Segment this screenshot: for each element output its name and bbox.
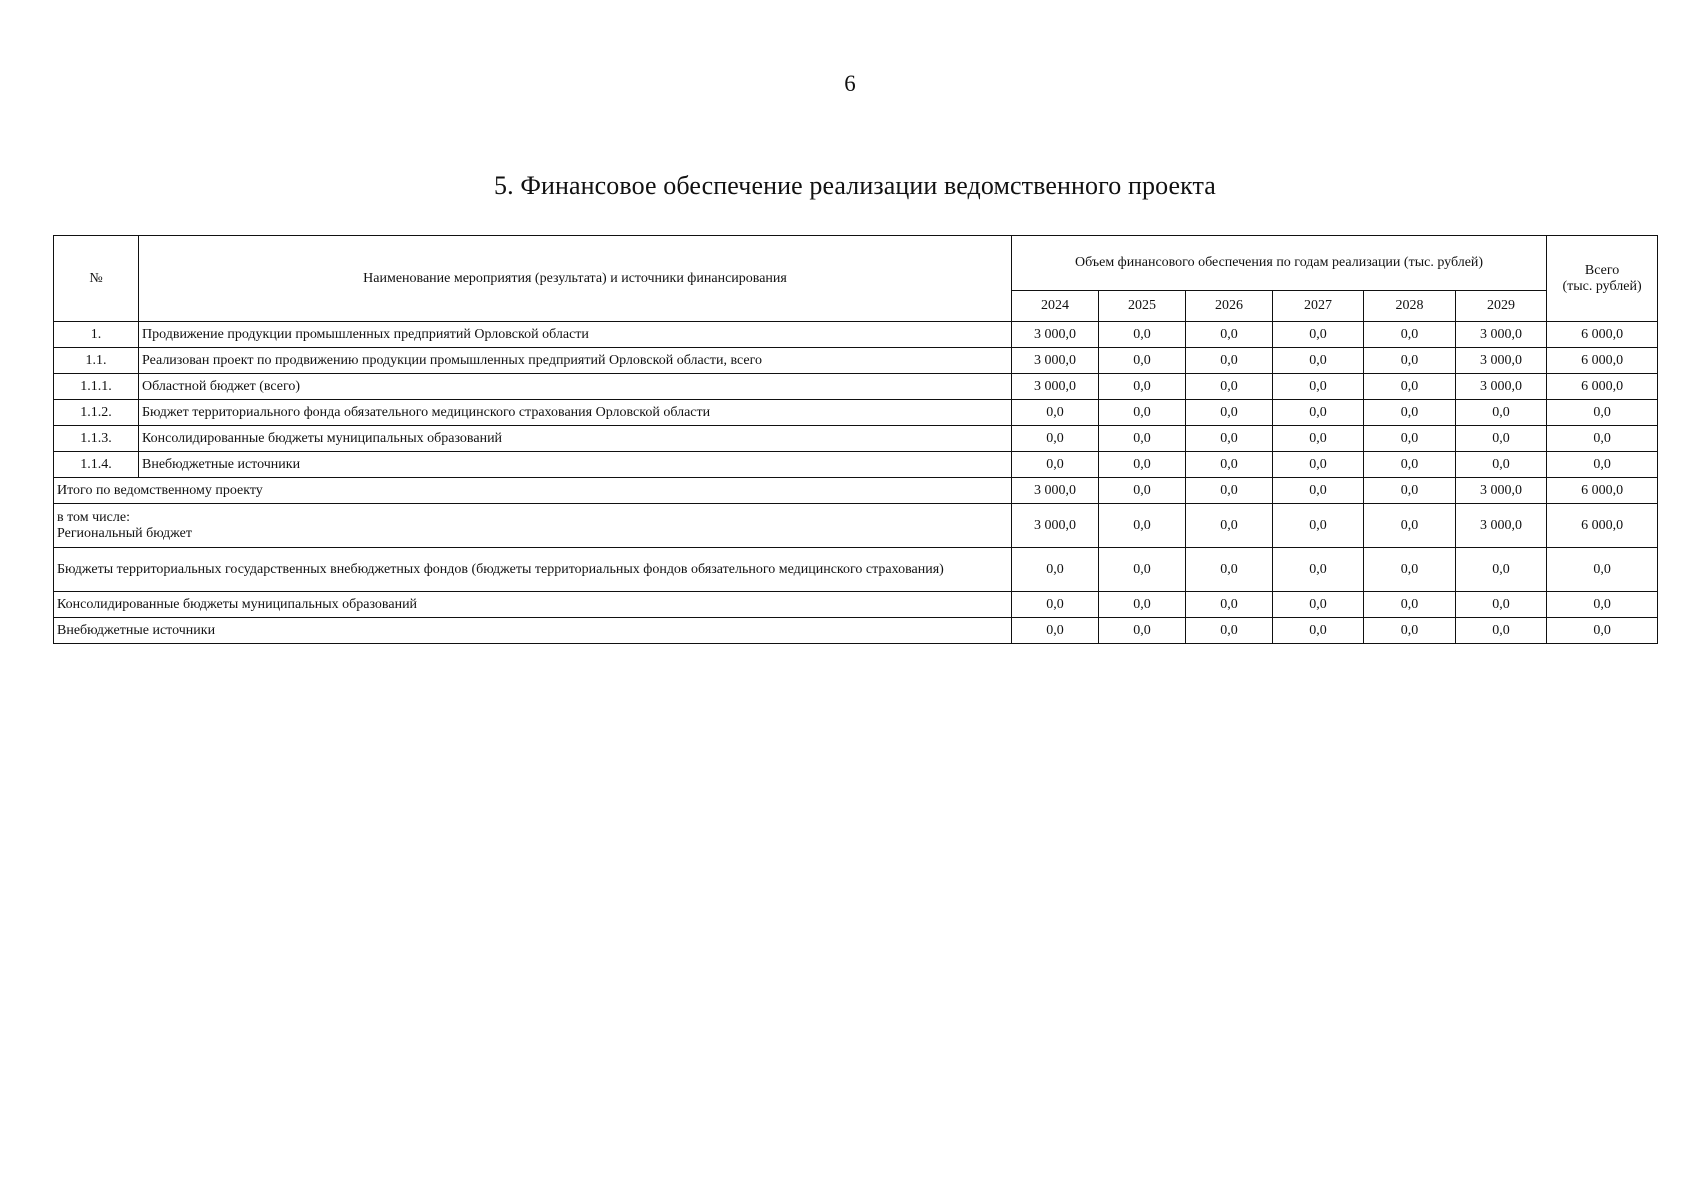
value-cell: 0,0 (1012, 548, 1099, 592)
value-cell: 0,0 (1273, 548, 1364, 592)
value-cell: 0,0 (1099, 478, 1186, 504)
section-title: 5. Финансовое обеспечение реализации ведомственного проекта (494, 171, 1216, 200)
table-row (54, 452, 1658, 478)
value-cell: 0,0 (1273, 478, 1364, 504)
total-cell: 6 000,0 (1547, 322, 1658, 348)
value-cell: 0,0 (1456, 400, 1547, 426)
value-cell: 0,0 (1099, 374, 1186, 400)
row-name: Консолидированные бюджеты муниципальных образований (139, 426, 1012, 452)
value-cell: 0,0 (1186, 374, 1273, 400)
value-cell: 0,0 (1099, 618, 1186, 644)
value-cell: 0,0 (1186, 452, 1273, 478)
value-cell: 0,0 (1364, 400, 1456, 426)
total-cell: 0,0 (1547, 452, 1658, 478)
value-cell: 0,0 (1273, 400, 1364, 426)
value-cell: 0,0 (1456, 548, 1547, 592)
value-cell: 3 000,0 (1012, 478, 1099, 504)
value-cell: 0,0 (1273, 592, 1364, 618)
row-name: Бюджет территориального фонда обязательного медицинского страхования Орловской области (139, 400, 1012, 426)
value-cell: 3 000,0 (1012, 348, 1099, 374)
value-cell: 0,0 (1364, 426, 1456, 452)
total-cell: 0,0 (1547, 548, 1658, 592)
value-cell: 0,0 (1186, 592, 1273, 618)
summary-row-funds (54, 548, 1658, 592)
value-cell: 0,0 (1186, 400, 1273, 426)
header-row (54, 236, 1658, 291)
summary-label: Внебюджетные источники (54, 618, 1012, 644)
header-num: № (54, 236, 139, 322)
value-cell: 0,0 (1364, 592, 1456, 618)
value-cell: 3 000,0 (1456, 374, 1547, 400)
summary-row-extrabudget (54, 618, 1658, 644)
row-number: 1.1.4. (54, 452, 139, 478)
total-cell: 0,0 (1547, 400, 1658, 426)
value-cell: 0,0 (1099, 348, 1186, 374)
header-year: 2025 (1099, 291, 1186, 322)
value-cell: 0,0 (1273, 348, 1364, 374)
row-name: Внебюджетные источники (139, 452, 1012, 478)
value-cell: 0,0 (1186, 348, 1273, 374)
total-cell: 0,0 (1547, 426, 1658, 452)
row-name: Продвижение продукции промышленных предприятий Орловской области (139, 322, 1012, 348)
row-name: Областной бюджет (всего) (139, 374, 1012, 400)
row-number: 1.1. (54, 348, 139, 374)
value-cell: 0,0 (1099, 548, 1186, 592)
value-cell: 0,0 (1456, 452, 1547, 478)
value-cell: 0,0 (1273, 322, 1364, 348)
value-cell: 0,0 (1012, 618, 1099, 644)
value-cell: 3 000,0 (1456, 348, 1547, 374)
value-cell: 0,0 (1364, 374, 1456, 400)
row-name: Реализован проект по продвижению продукции промышленных предприятий Орловской области, всего (139, 348, 1012, 374)
value-cell: 0,0 (1012, 400, 1099, 426)
value-cell: 0,0 (1012, 426, 1099, 452)
value-cell: 3 000,0 (1456, 504, 1547, 548)
row-number: 1.1.2. (54, 400, 139, 426)
total-cell: 6 000,0 (1547, 348, 1658, 374)
total-cell: 6 000,0 (1547, 504, 1658, 548)
header-volume: Объем финансового обеспечения по годам реализации (тыс. рублей) (1012, 236, 1547, 291)
summary-row-municipal (54, 592, 1658, 618)
table-row (54, 374, 1658, 400)
value-cell: 0,0 (1273, 426, 1364, 452)
value-cell: 0,0 (1186, 618, 1273, 644)
value-cell: 0,0 (1099, 426, 1186, 452)
summary-row-total (54, 478, 1658, 504)
total-cell: 0,0 (1547, 618, 1658, 644)
value-cell: 0,0 (1099, 504, 1186, 548)
header-year: 2028 (1364, 291, 1456, 322)
value-cell: 0,0 (1099, 400, 1186, 426)
value-cell: 0,0 (1364, 548, 1456, 592)
value-cell: 0,0 (1186, 478, 1273, 504)
row-number: 1. (54, 322, 139, 348)
value-cell: 0,0 (1273, 618, 1364, 644)
value-cell: 0,0 (1099, 322, 1186, 348)
value-cell: 0,0 (1273, 504, 1364, 548)
financing-table (53, 235, 1658, 644)
value-cell: 0,0 (1099, 452, 1186, 478)
table-row (54, 400, 1658, 426)
value-cell: 0,0 (1273, 452, 1364, 478)
value-cell: 0,0 (1099, 592, 1186, 618)
value-cell: 3 000,0 (1012, 374, 1099, 400)
value-cell: 3 000,0 (1456, 478, 1547, 504)
value-cell: 0,0 (1364, 348, 1456, 374)
value-cell: 3 000,0 (1456, 322, 1547, 348)
summary-label-line1: в том числе: (57, 509, 130, 525)
summary-label: Консолидированные бюджеты муниципальных образований (54, 592, 1012, 618)
total-cell: 0,0 (1547, 592, 1658, 618)
header-year: 2027 (1273, 291, 1364, 322)
summary-label-line2: Региональный бюджет (57, 525, 192, 541)
value-cell: 0,0 (1273, 374, 1364, 400)
header-total-line1: Всего (1584, 262, 1620, 278)
value-cell: 0,0 (1456, 426, 1547, 452)
total-cell: 6 000,0 (1547, 374, 1658, 400)
table-row (54, 322, 1658, 348)
value-cell: 0,0 (1186, 426, 1273, 452)
row-number: 1.1.3. (54, 426, 139, 452)
value-cell: 0,0 (1012, 452, 1099, 478)
value-cell: 0,0 (1186, 322, 1273, 348)
header-year: 2024 (1012, 291, 1099, 322)
value-cell: 3 000,0 (1012, 322, 1099, 348)
header-name: Наименование мероприятия (результата) и источники финансирования (139, 236, 1012, 322)
value-cell: 0,0 (1456, 592, 1547, 618)
value-cell: 0,0 (1186, 548, 1273, 592)
summary-label: Итого по ведомственному проекту (54, 478, 1012, 504)
table-row (54, 426, 1658, 452)
header-total-line2: (тыс. рублей) (1562, 278, 1642, 294)
total-cell: 6 000,0 (1547, 478, 1658, 504)
value-cell: 3 000,0 (1012, 504, 1099, 548)
value-cell: 0,0 (1364, 504, 1456, 548)
value-cell: 0,0 (1456, 618, 1547, 644)
header-year: 2026 (1186, 291, 1273, 322)
value-cell: 0,0 (1364, 478, 1456, 504)
value-cell: 0,0 (1364, 452, 1456, 478)
value-cell: 0,0 (1364, 618, 1456, 644)
value-cell: 0,0 (1012, 592, 1099, 618)
header-total (1547, 236, 1658, 322)
summary-row-regional (54, 504, 1658, 548)
row-number: 1.1.1. (54, 374, 139, 400)
summary-label: Бюджеты территориальных государственных внебюджетных фондов (бюджеты территориальных фондов обязательного медицинского страхования) (54, 548, 1012, 592)
value-cell: 0,0 (1186, 504, 1273, 548)
page-number: 6 (844, 71, 856, 96)
table-row (54, 348, 1658, 374)
summary-label (54, 504, 1012, 548)
header-year: 2029 (1456, 291, 1547, 322)
value-cell: 0,0 (1364, 322, 1456, 348)
